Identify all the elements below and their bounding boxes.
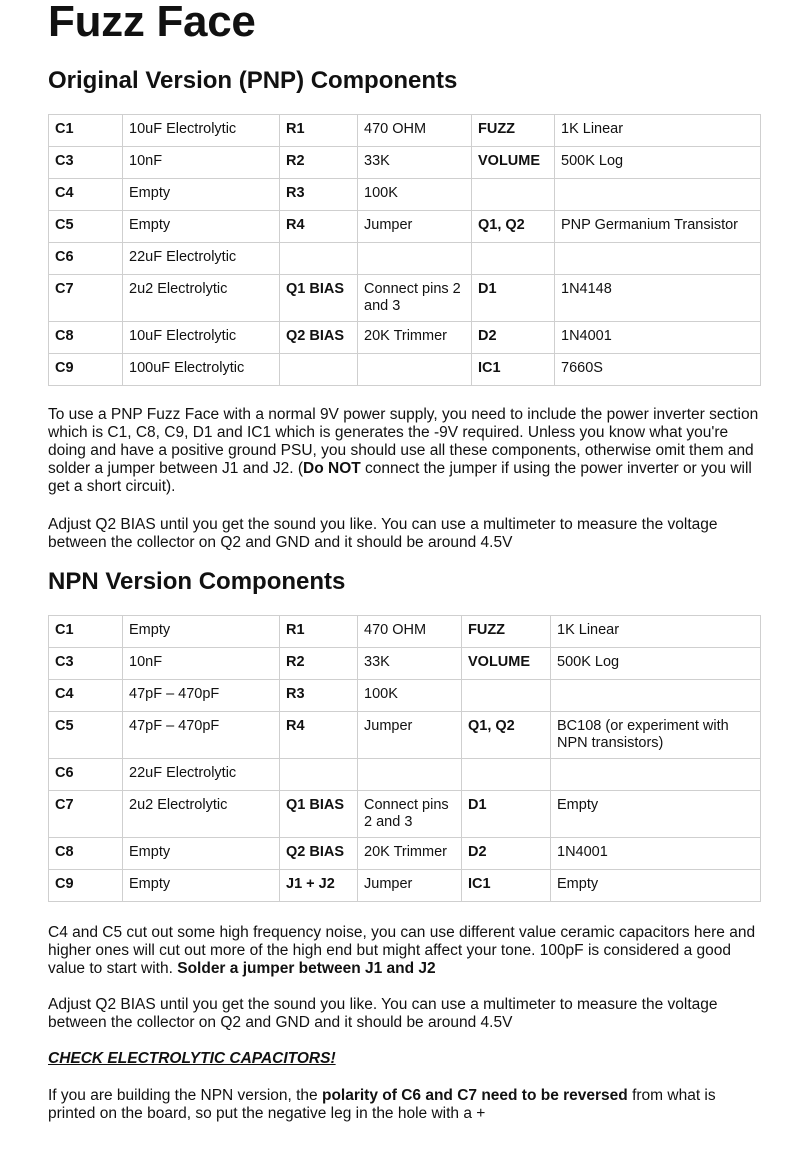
table-row	[49, 759, 761, 791]
npn-table-body	[49, 616, 761, 902]
component-ref-cell: FUZZ	[472, 115, 555, 147]
npn-polarity-note-bold: polarity of C6 and C7 need to be reversed	[321, 1087, 628, 1104]
component-value-cell: Connect pins 2 and 3	[358, 791, 462, 838]
table-row	[49, 838, 761, 870]
component-value-cell: PNP Germanium Transistor	[555, 211, 761, 243]
pnp-power-note-text-end: connect the jumper if using the power inverter or you will get a short circuit).	[48, 460, 752, 495]
component-ref-cell: R1	[280, 115, 358, 147]
component-ref-cell	[472, 179, 555, 211]
component-value-cell	[358, 354, 472, 386]
component-ref-cell: Q1 BIAS	[280, 791, 358, 838]
table-row	[49, 275, 761, 322]
component-value-cell: Empty	[123, 870, 280, 902]
component-value-cell: 1N4001	[555, 322, 761, 354]
component-value-cell: 1K Linear	[555, 115, 761, 147]
table-row	[49, 791, 761, 838]
component-value-cell: 2u2 Electrolytic	[123, 275, 280, 322]
component-ref-cell: C4	[49, 680, 123, 712]
component-ref-cell: R2	[280, 648, 358, 680]
component-ref-cell: Q2 BIAS	[280, 838, 358, 870]
component-ref-cell: C5	[49, 712, 123, 759]
table-row	[49, 616, 761, 648]
component-value-cell: 10uF Electrolytic	[123, 115, 280, 147]
component-ref-cell: C6	[49, 759, 123, 791]
component-ref-cell: D2	[472, 322, 555, 354]
component-value-cell: 470 OHM	[358, 115, 472, 147]
page-title: Fuzz Face	[48, 0, 256, 46]
component-ref-cell: IC1	[472, 354, 555, 386]
component-ref-cell: C3	[49, 648, 123, 680]
table-row	[49, 354, 761, 386]
pnp-power-note	[48, 406, 760, 496]
pnp-components-table	[48, 114, 761, 386]
npn-polarity-note	[48, 1087, 760, 1123]
component-value-cell: 470 OHM	[358, 616, 462, 648]
component-ref-cell: VOLUME	[472, 147, 555, 179]
component-value-cell: BC108 (or experiment with NPN transistors)	[551, 712, 761, 759]
component-value-cell: 22uF Electrolytic	[123, 759, 280, 791]
component-value-cell	[555, 179, 761, 211]
component-ref-cell	[462, 680, 551, 712]
table-row	[49, 147, 761, 179]
component-ref-cell: Q1, Q2	[462, 712, 551, 759]
pnp-power-note-text: To use a PNP Fuzz Face with a normal 9V power supply, you need to include the power inverter section which is C1, C8, C9, D1 and IC1 which is generates the -9V required. Unless you know what you're doing and have a positive ground PSU, you should use all these components, otherwise omit them and solder a jumper between J1 and J2. (	[48, 406, 759, 477]
npn-polarity-note-text-end: from what is printed on the board, so put the negative leg in the hole with a +	[48, 1087, 716, 1122]
component-ref-cell: R2	[280, 147, 358, 179]
component-value-cell: Empty	[123, 179, 280, 211]
component-ref-cell: IC1	[462, 870, 551, 902]
npn-noise-note-text: C4 and C5 cut out some high frequency noise, you can use different value ceramic capacitors here and higher ones will cut out more of the high end but might affect your tone. 100pF is considered a good value to start with.	[48, 924, 756, 977]
component-ref-cell: Q1 BIAS	[280, 275, 358, 322]
component-value-cell: 10uF Electrolytic	[123, 322, 280, 354]
component-value-cell: 10nF	[123, 147, 280, 179]
pnp-bias-note: Adjust Q2 BIAS until you get the sound you like. You can use a multimeter to measure the voltage between the collector on Q2 and GND and it should be around 4.5V	[48, 516, 718, 551]
component-ref-cell	[462, 759, 551, 791]
component-ref-cell: C7	[49, 791, 123, 838]
component-ref-cell: FUZZ	[462, 616, 551, 648]
component-value-cell: 100K	[358, 680, 462, 712]
component-value-cell: 100uF Electrolytic	[123, 354, 280, 386]
component-value-cell: 33K	[358, 648, 462, 680]
component-value-cell: Empty	[551, 791, 761, 838]
component-ref-cell: R3	[280, 179, 358, 211]
component-ref-cell	[280, 354, 358, 386]
component-value-cell: 47pF – 470pF	[123, 680, 280, 712]
table-row	[49, 179, 761, 211]
component-value-cell: 47pF – 470pF	[123, 712, 280, 759]
component-value-cell: 20K Trimmer	[358, 838, 462, 870]
component-value-cell: Jumper	[358, 870, 462, 902]
npn-section-heading: NPN Version Components	[48, 568, 346, 595]
component-value-cell: 2u2 Electrolytic	[123, 791, 280, 838]
table-row	[49, 211, 761, 243]
component-ref-cell	[280, 243, 358, 275]
component-ref-cell: VOLUME	[462, 648, 551, 680]
component-ref-cell: J1 + J2	[280, 870, 358, 902]
component-ref-cell: Q1, Q2	[472, 211, 555, 243]
component-value-cell	[555, 243, 761, 275]
pnp-table-body	[49, 115, 761, 386]
component-ref-cell: C8	[49, 322, 123, 354]
component-value-cell: 500K Log	[555, 147, 761, 179]
component-ref-cell: R3	[280, 680, 358, 712]
npn-noise-note	[48, 924, 760, 978]
npn-noise-note-bold: Solder a jumper between J1 and J2	[177, 960, 436, 977]
component-ref-cell: R4	[280, 211, 358, 243]
electrolytic-warning: CHECK ELECTROLYTIC CAPACITORS!	[48, 1050, 336, 1067]
table-row	[49, 115, 761, 147]
component-value-cell	[358, 759, 462, 791]
component-value-cell: 22uF Electrolytic	[123, 243, 280, 275]
component-ref-cell: C9	[49, 354, 123, 386]
table-row	[49, 322, 761, 354]
table-row	[49, 870, 761, 902]
pnp-section-heading: Original Version (PNP) Components	[48, 67, 458, 94]
component-value-cell	[358, 243, 472, 275]
npn-bias-note: Adjust Q2 BIAS until you get the sound you like. You can use a multimeter to measure the voltage between the collector on Q2 and GND and it should be around 4.5V	[48, 996, 718, 1031]
component-value-cell: Jumper	[358, 211, 472, 243]
component-value-cell: 1N4148	[555, 275, 761, 322]
component-value-cell: Empty	[551, 870, 761, 902]
table-row	[49, 648, 761, 680]
component-value-cell: 100K	[358, 179, 472, 211]
component-ref-cell: C6	[49, 243, 123, 275]
npn-polarity-note-text: If you are building the NPN version, the	[48, 1087, 322, 1104]
component-ref-cell: Q2 BIAS	[280, 322, 358, 354]
npn-components-table	[48, 615, 761, 902]
component-ref-cell: C4	[49, 179, 123, 211]
component-value-cell: 33K	[358, 147, 472, 179]
component-value-cell: 500K Log	[551, 648, 761, 680]
component-ref-cell: D1	[472, 275, 555, 322]
component-value-cell: 7660S	[555, 354, 761, 386]
component-ref-cell	[280, 759, 358, 791]
component-value-cell: Empty	[123, 838, 280, 870]
pnp-power-note-bold: Do NOT	[303, 460, 361, 477]
component-ref-cell: C1	[49, 115, 123, 147]
component-value-cell	[551, 759, 761, 791]
component-ref-cell: C8	[49, 838, 123, 870]
component-value-cell: 1N4001	[551, 838, 761, 870]
component-value-cell: Jumper	[358, 712, 462, 759]
table-row	[49, 680, 761, 712]
component-value-cell: 1K Linear	[551, 616, 761, 648]
component-ref-cell: C5	[49, 211, 123, 243]
component-ref-cell: R1	[280, 616, 358, 648]
component-value-cell: Connect pins 2 and 3	[358, 275, 472, 322]
component-value-cell: 20K Trimmer	[358, 322, 472, 354]
component-value-cell: Empty	[123, 211, 280, 243]
component-value-cell	[551, 680, 761, 712]
component-ref-cell: C3	[49, 147, 123, 179]
component-ref-cell: D2	[462, 838, 551, 870]
component-ref-cell: C1	[49, 616, 123, 648]
component-value-cell: Empty	[123, 616, 280, 648]
component-ref-cell: R4	[280, 712, 358, 759]
component-ref-cell: C7	[49, 275, 123, 322]
component-ref-cell: C9	[49, 870, 123, 902]
component-value-cell: 10nF	[123, 648, 280, 680]
table-row	[49, 243, 761, 275]
component-ref-cell: D1	[462, 791, 551, 838]
table-row	[49, 712, 761, 759]
component-ref-cell	[472, 243, 555, 275]
